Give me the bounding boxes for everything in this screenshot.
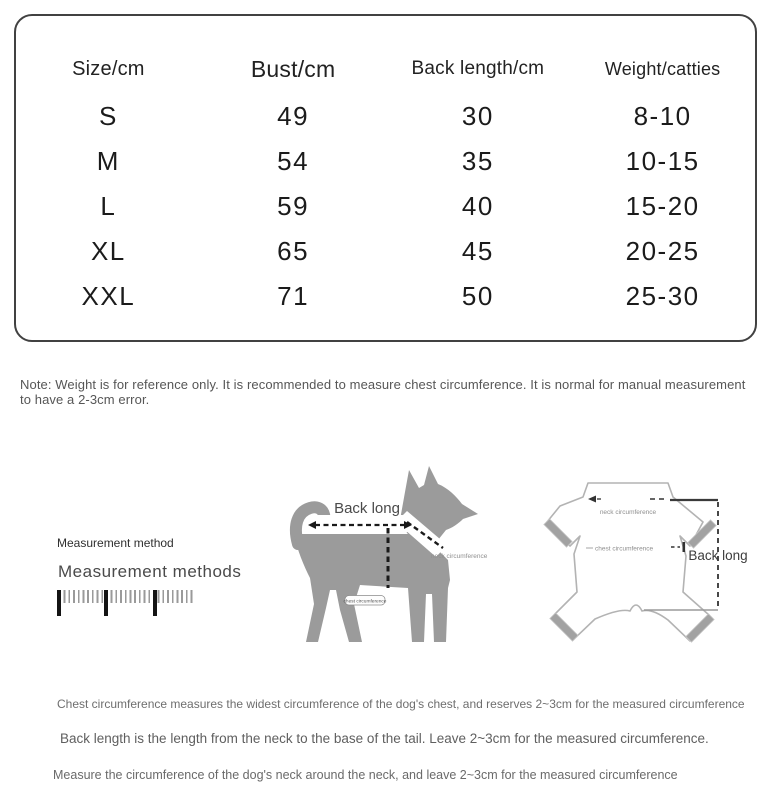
dog-neck-label: neck circumference [431,553,488,560]
garment-measurement-diagram [540,450,775,660]
column-header-back-length: Back length/cm [411,58,545,79]
table-row-xl [16,229,755,274]
dog-measurement-diagram [288,462,498,652]
bust-value: 59 [277,191,310,221]
size-value: M [96,146,120,176]
table-row-s [16,94,755,139]
instruction-neck: Measure the circumference of the dog's neck around the neck, and leave 2~3cm for the measured circumference [53,768,678,782]
table-row-xxl [16,274,755,319]
ruler-icon [57,590,195,617]
table-row-l [16,184,755,229]
size-table-header-row [16,44,755,94]
table-row-m [16,139,755,184]
instruction-back: Back length is the length from the neck to the base of the tail. Leave 2~3cm for the measured circumference. [60,731,709,746]
weight-value: 10-15 [625,146,700,176]
weight-reference-note: Note: Weight is for reference only. It is recommended to measure chest circumference. It is normal for manual measurement to have a 2-3cm error. [20,377,746,407]
weight-value: 25-30 [625,281,700,311]
ruler-major-tick [104,590,108,616]
size-value: S [98,101,118,131]
size-value: L [100,191,117,221]
back-value: 35 [461,146,494,176]
back-value: 30 [461,101,494,131]
back-value: 45 [461,236,494,266]
ruler-major-tick [57,590,61,616]
chest-tick [683,542,686,552]
size-value: XXL [81,281,136,311]
column-header-weight: Weight/catties [604,58,721,79]
ruler-major-tick [153,590,157,616]
garment-back-long-label: Back long [688,548,748,563]
weight-value: 15-20 [625,191,700,221]
weight-value: 8-10 [633,101,692,131]
garment-neck-label: neck circumference [599,509,657,516]
bust-value: 49 [277,101,310,131]
back-value: 50 [461,281,494,311]
bust-value: 71 [277,281,310,311]
ruler-minor-ticks [59,590,193,603]
bust-value: 54 [277,146,310,176]
garment-chest-label: chest circumference [595,545,654,553]
garment-outline [547,483,709,641]
dog-back-long-label: Back long [334,500,400,517]
size-value: XL [90,236,126,266]
measurement-methods-title: Measurement methods [58,562,242,581]
column-header-size: Size/cm [72,57,145,80]
column-header-bust: Bust/cm [250,55,336,82]
bust-value: 65 [277,236,310,266]
dog-chest-label: chest circumference [343,599,387,605]
instruction-chest: Chest circumference measures the widest circumference of the dog's chest, and reserves 2~3cm for the measured circumference [57,697,745,711]
weight-value: 20-25 [625,236,700,266]
back-value: 40 [461,191,494,221]
size-table [14,14,757,342]
measurement-method-label: Measurement method [57,536,174,550]
